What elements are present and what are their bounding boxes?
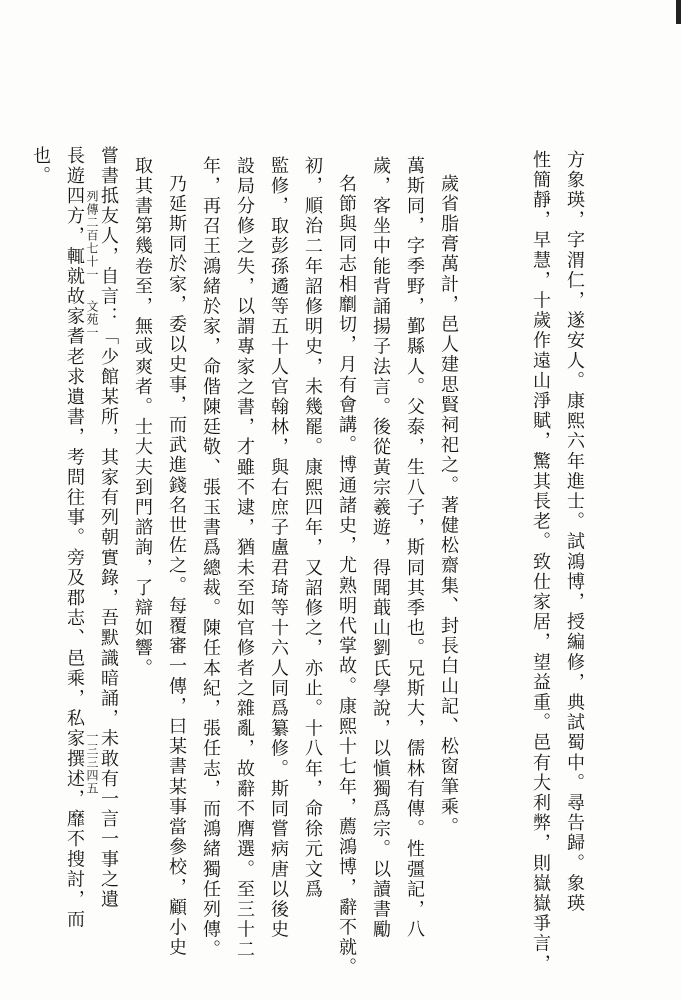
- text-column-15: 也。: [30, 146, 51, 187]
- text-column-8: 監修，取彭孫遹等五十人官翰林，與右庶子盧君琦等十六人同爲纂修。斯同嘗病唐以後史: [268, 156, 289, 940]
- text-column-7: 初，順治二年詔修明史，未幾罷。康熙四年，又詔修之，亦止。十八年，命徐元文爲: [302, 156, 323, 900]
- text-column-6: 名節與同志相劘切，月有會講。博通諸史，尤熟明代掌故。康熙十七年，薦鴻博，辭不就。: [336, 174, 357, 978]
- text-column-10: 年，再召王鴻緒於家，命偕陳廷敬、張玉書爲總裁。陳任本紀，張任志，而鴻緒獨任列傳。: [200, 156, 221, 960]
- text-column-9: 設局分修之失，以謂專家之書，才雖不逮，猶未至如官修者之雜亂，故辭不膺選。至三十二: [234, 156, 255, 960]
- page-number: 一三三四五: [85, 730, 99, 795]
- text-column-11: 乃延斯同於家，委以史事，而武進錢名世佐之。每覆審一傳，曰某書某事當參校，顧小史: [166, 174, 187, 958]
- text-column-3: 歲省脂膏萬計，邑人建思賢祠祀之。著健松齋集、封長白山記、松窗筆乘。: [438, 174, 459, 838]
- text-column-4: 萬斯同，字季野，鄞縣人。父泰，生八子，斯同其季也。兄斯大，儒林有傳。性彊記，八: [404, 156, 425, 940]
- corner-mark: [676, 0, 681, 24]
- text-column-1: 方象瑛，字渭仁，遂安人。康熙六年進士。試鴻博，授編修，典試蜀中。尋告歸。象瑛: [564, 150, 585, 914]
- running-title: 列傳二百七十一: [85, 190, 99, 281]
- text-column-13: 嘗書抵友人，自言：「少館某所，其家有列朝實錄，吾默識暗誦，未敢有一言一事之遺: [98, 146, 119, 910]
- text-column-14: 長遊四方，輒就故家耆老求遺書，考問往事。旁及郡志、邑乘，私家撰述，靡不搜討，而: [64, 146, 85, 930]
- text-column-5: 歲，客坐中能背誦揚子法言。後從黃宗羲遊，得聞蕺山劉氏學說，以愼獨爲宗。以讀書勵: [370, 156, 391, 940]
- running-subtitle: 文苑一: [85, 300, 99, 339]
- text-column-12: 取其書第幾卷至，無或爽者。士大夫到門諮詢，了辯如響。: [132, 156, 153, 679]
- text-column-2: 性簡靜，早慧，十歲作遠山淨賦，驚其長老。致仕家居，望益重。邑有大利弊，則嶽嶽爭言，: [530, 150, 551, 975]
